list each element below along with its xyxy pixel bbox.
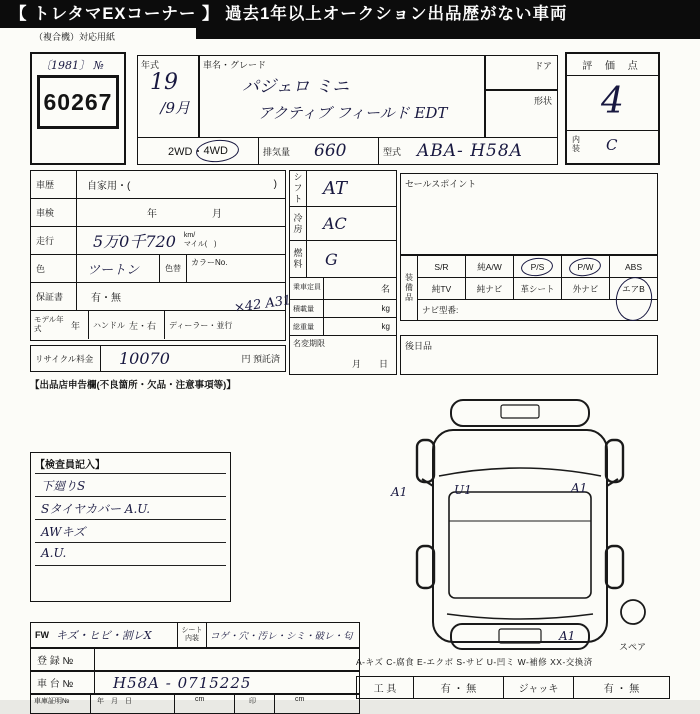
wheel-front-left (417, 440, 434, 482)
rear-plate (499, 629, 541, 643)
displacement-value: 660 (314, 141, 347, 161)
car-body-outline (433, 430, 607, 642)
rule-line (35, 542, 226, 543)
lot-number-box (37, 75, 119, 129)
drive-2wd-label: 2WD・ (168, 146, 204, 158)
vehicle-diagram (383, 388, 653, 660)
handle-label: ハンドル (88, 311, 129, 339)
capacity-row (290, 278, 396, 300)
header-strip (196, 28, 700, 39)
garage-cm1-label: cm (175, 695, 235, 713)
model-code-label: 型式 (383, 146, 402, 157)
equip-sr-label: S/R (434, 261, 449, 272)
load-row (290, 300, 396, 318)
front-bumper (451, 400, 589, 426)
year-month: /9月 (160, 99, 190, 118)
mileage-label: 走行 (31, 227, 77, 254)
score-box (565, 52, 660, 165)
equip-airbag-cell (610, 278, 657, 299)
capacity-label: 乗車定員 (290, 278, 324, 299)
weight-row (290, 318, 396, 336)
shift-label: シフト (290, 171, 307, 206)
inspection-label: 車検 (31, 199, 77, 226)
cooling-label: 冷房 (290, 207, 307, 240)
inspection-month-label: 月 (212, 209, 222, 220)
dealer-label: ディーラー・並行 (164, 311, 285, 339)
history-row (31, 171, 285, 199)
registration-row (30, 648, 360, 671)
equip-tv-cell (418, 278, 466, 299)
lot-box (30, 52, 126, 165)
car-name-label: 車名・グレード (203, 60, 267, 70)
car-name-box (199, 55, 485, 138)
seat-cell (207, 623, 359, 647)
damage-annotation-right: A1 (571, 481, 588, 495)
equip-pw-cell (562, 256, 610, 277)
displacement-cell (258, 137, 379, 165)
sales-point-box (400, 173, 658, 255)
wheel-front-right (606, 440, 623, 482)
history-value: 自家用・( (87, 181, 131, 192)
shape-label: 形状 (533, 96, 552, 106)
rule-line (35, 496, 226, 497)
mileage-row (31, 227, 285, 255)
damage-annotation-inner: U1 (454, 483, 472, 497)
year-label: 年式 (141, 60, 160, 70)
equip-tv-label: 純TV (431, 283, 452, 294)
mileage-unit-mile: マイル( ) (183, 240, 217, 248)
color-row (31, 255, 285, 283)
fw-label: FW (35, 630, 49, 640)
middle-info-table (289, 170, 397, 375)
cooling-row (290, 207, 396, 241)
wheel-rear-right (606, 546, 623, 588)
later-items-label: 後日品 (405, 341, 433, 351)
equip-leather-cell (514, 278, 562, 299)
declaration-label: 【出品店申告欄(不良箇所・欠品・注意事項等)】 (30, 380, 236, 391)
equip-abs-label: ABS (624, 261, 642, 272)
rear-window-line (447, 614, 593, 619)
rule-line (35, 565, 226, 566)
fw-value: キズ・ヒビ・割レX (56, 629, 152, 642)
front-window-row (30, 622, 360, 648)
wheel-rear-left (417, 546, 434, 588)
score-value: 4 (601, 81, 624, 122)
mileage-unit (184, 232, 217, 249)
rename-row (290, 336, 396, 374)
lot-prefix: 〔1981〕 № (40, 59, 104, 72)
fuel-label: 燃料 (290, 241, 307, 277)
garage-cm2-label: cm (295, 696, 305, 703)
door-box (485, 55, 558, 90)
color-change-label: 色替 (159, 255, 186, 282)
car-name-line1: パジェロ ミニ (242, 77, 350, 97)
tools-label: 工 具 (373, 684, 397, 695)
header-banner: 【 トレタマEXコーナー 】 過去1年以上オークション出品歴がない車両 (0, 0, 700, 28)
load-unit: kg (381, 304, 390, 313)
registration-label: 登 録 № (31, 649, 95, 670)
inspector-label: 【検査員記入】 (35, 460, 105, 471)
recycle-row (30, 345, 286, 372)
equip-sr-cell (418, 256, 466, 277)
weight-label: 総重量 (290, 318, 324, 335)
load-label: 積載量 (290, 300, 324, 317)
shift-row (290, 171, 396, 207)
equip-ps-label: P/S (530, 261, 545, 272)
interior-label: 内装 (572, 134, 580, 153)
left-info-table (30, 170, 286, 341)
warranty-note: ×42 A31 (233, 293, 293, 316)
inspector-note-2: Sタイヤカバー A.U. (41, 502, 151, 516)
equipment-grid (418, 256, 657, 320)
equip-abs-cell (610, 256, 657, 277)
equipment-label: 装備品 (401, 256, 418, 320)
equip-navi-cell (466, 278, 514, 299)
recycle-value: 10070 (119, 349, 170, 368)
spare-tire-circle (621, 600, 645, 624)
sales-point-label: セールスポイント (405, 179, 477, 189)
paper-note: （複合機）対応用紙 (34, 32, 116, 42)
damage-legend: A-キズ C-腐食 E-エクボ S-サビ U-凹ミ W-補修 XX-交換済 (356, 657, 593, 667)
tools-value: 有 ・ 無 (413, 677, 503, 698)
color-value: ツートン (87, 263, 140, 278)
cooling-value: AC (323, 214, 347, 233)
mileage-value: 5万0千720 (93, 232, 176, 251)
chassis-row (30, 671, 360, 694)
tools-row (356, 676, 670, 699)
inspector-note-3: AWキズ (41, 525, 86, 539)
later-items-box (400, 335, 658, 375)
score-label: 評 価 点 (567, 54, 658, 76)
history-label: 車歴 (31, 171, 77, 198)
rule-line (35, 473, 226, 474)
garage-label: 車庫証明№ (31, 695, 91, 713)
model-year-label: モデル年式 (34, 315, 64, 333)
equipment-row-1 (418, 256, 657, 278)
fuel-value: G (325, 249, 338, 269)
front-plate (501, 405, 539, 418)
equip-ext-navi-label: 外ナビ (572, 283, 599, 294)
equip-pw-label: P/W (577, 261, 594, 272)
inspection-year-label: 年 (147, 209, 157, 220)
seat-label-line2: 内装 (185, 635, 199, 642)
inspector-box (30, 452, 231, 602)
equip-ps-cell (514, 256, 562, 277)
warranty-label: 保証書 (31, 283, 77, 310)
drive-4wd-label: 4WD (203, 145, 228, 157)
lot-number: 60267 (43, 88, 113, 115)
navi-model-row (418, 300, 657, 320)
car-name-line2: アクティブ フィールド EDT (258, 104, 448, 122)
weight-unit: kg (381, 322, 390, 331)
navi-model-label: ナビ型番: (422, 305, 459, 315)
garage-certificate-row (30, 694, 360, 714)
year-value: 19 (150, 70, 178, 95)
equip-navi-label: 純ナビ (476, 283, 503, 294)
history-close-paren: ) (273, 179, 277, 190)
jack-label: ジャッキ (503, 677, 573, 698)
rule-line (35, 519, 226, 520)
fw-cell (31, 623, 177, 647)
model-code-value: ABA- H58A (417, 141, 523, 161)
fuel-row (290, 241, 396, 278)
drive-4wd-wrap (204, 145, 228, 157)
hood-line (439, 468, 601, 476)
seat-interior-label (177, 623, 207, 647)
equip-aw-cell (466, 256, 514, 277)
rename-unit: 月 日 (351, 359, 388, 369)
door-label: ドア (534, 61, 552, 71)
inspector-note-4: A.U. (41, 546, 67, 560)
model-year-unit: 年 (71, 320, 81, 331)
spare-label: スペア (619, 642, 647, 652)
interior-value: C (606, 135, 618, 154)
color-label: 色 (31, 255, 77, 282)
garage-seal-label: 印 (235, 695, 275, 713)
cabin-outline (449, 492, 591, 598)
recycle-unit: 円 預託済 (241, 354, 280, 364)
capacity-unit: 名 (380, 284, 390, 294)
color-no-label: カラーNo. (186, 255, 285, 282)
rename-label: 名変期限 (293, 339, 325, 348)
equip-ext-navi-cell (562, 278, 610, 299)
year-box (137, 55, 199, 138)
drive-cell (137, 137, 259, 165)
chassis-value: H58A - 0715225 (113, 673, 252, 692)
inspector-note-1: 下廻りS (41, 479, 86, 493)
equipment-box (400, 255, 658, 321)
equip-leather-label: 革シート (520, 283, 555, 294)
damage-annotation-left: A1 (391, 485, 408, 499)
handle-value: 左・右 (129, 320, 157, 331)
jack-value: 有 ・ 無 (573, 677, 669, 698)
model-code-cell (378, 137, 558, 165)
shift-value: AT (323, 178, 348, 199)
damage-annotation-bottom: A1 (559, 629, 576, 643)
garage-date-label: 年 月 日 (91, 695, 175, 713)
equip-aw-label: 純A/W (477, 261, 502, 272)
chassis-label: 車 台 № (31, 672, 95, 693)
inspection-row (31, 199, 285, 227)
displacement-label: 排気量 (263, 146, 291, 157)
mileage-unit-km: km/ (183, 232, 196, 240)
recycle-label: リサイクル料金 (31, 346, 101, 371)
shape-box (485, 90, 558, 138)
warranty-value: 有・無 (91, 293, 121, 304)
equipment-row-2 (418, 278, 657, 300)
seat-value: コゲ・穴・汚レ・シミ・破レ・匂 (210, 631, 353, 642)
equip-airbag-label: エアB (622, 283, 645, 294)
interior-row (567, 130, 658, 158)
seat-label-line1: シート (181, 626, 203, 634)
model-year-row (31, 311, 285, 339)
